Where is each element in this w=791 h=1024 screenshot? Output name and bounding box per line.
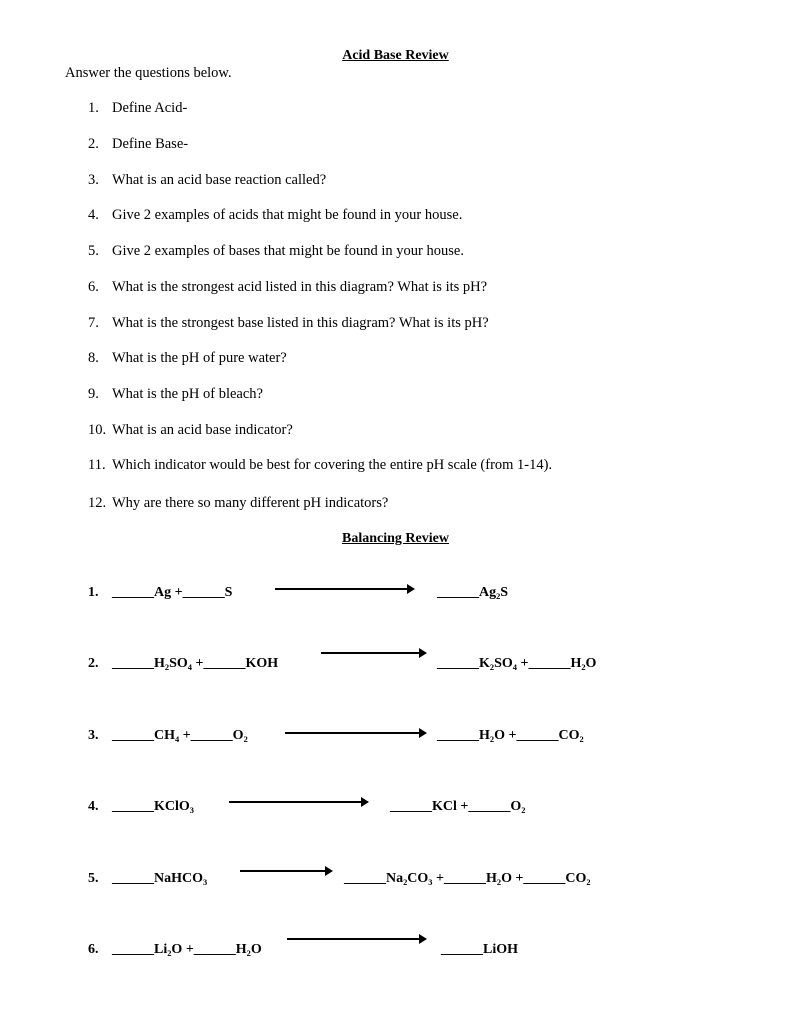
instructions-text: Answer the questions below.	[65, 65, 232, 81]
question-text: What is the strongest base listed in this diagram? What is its pH?	[112, 315, 489, 331]
equation-reactants: ______CH₄ +______O₂	[112, 728, 248, 743]
question-number: 4.	[88, 207, 99, 223]
question-text: Define Acid-	[112, 100, 188, 116]
question-item	[88, 350, 287, 367]
equation-products: ______Na₂CO₃ +______H₂O +______CO₂	[344, 871, 591, 886]
question-number: 9.	[88, 386, 99, 402]
question-number: 7.	[88, 315, 99, 331]
question-number: 10.	[88, 422, 107, 438]
equation-number: 1.	[88, 585, 99, 600]
question-item	[88, 315, 489, 332]
equation-reactants: ______H₂SO₄ +______KOH	[112, 656, 279, 671]
equation-reactants: ______Li₂O +______H₂O	[112, 942, 262, 957]
question-item	[88, 100, 187, 117]
equation-number: 3.	[88, 728, 99, 743]
question-item	[88, 495, 388, 512]
question-text: What is an acid base reaction called?	[112, 172, 327, 188]
question-number: 6.	[88, 279, 99, 295]
equation-products: ______H₂O +______CO₂	[437, 728, 584, 743]
reaction-arrow-icon	[287, 934, 427, 944]
question-number: 2.	[88, 136, 99, 152]
question-item	[88, 243, 464, 260]
equation-number: 4.	[88, 799, 99, 814]
equation-products: ______KCl +______O₂	[390, 799, 526, 814]
reaction-arrow-icon	[285, 728, 427, 738]
question-number: 11.	[88, 457, 106, 473]
question-text: Which indicator would be best for covering the entire pH scale (from 1-14).	[112, 457, 553, 473]
question-item	[88, 207, 462, 224]
equation-row	[0, 942, 791, 972]
question-number: 1.	[88, 100, 99, 116]
question-text: Why are there so many different pH indicators?	[112, 495, 389, 511]
question-text: What is an acid base indicator?	[112, 422, 293, 438]
question-item	[88, 457, 552, 474]
equation-row	[0, 585, 791, 615]
reaction-arrow-icon	[321, 648, 427, 658]
question-text: What is the pH of bleach?	[112, 386, 263, 402]
question-text: Give 2 examples of acids that might be found in your house.	[112, 207, 463, 223]
reaction-arrow-icon	[229, 797, 369, 807]
question-number: 3.	[88, 172, 99, 188]
equation-reactants: ______Ag +______S	[112, 585, 233, 600]
question-text: What is the strongest acid listed in this diagram? What is its pH?	[112, 279, 488, 295]
equation-products: ______K₂SO₄ +______H₂O	[437, 656, 597, 671]
equation-number: 6.	[88, 942, 99, 957]
question-text: What is the pH of pure water?	[112, 350, 287, 366]
question-item	[88, 279, 487, 296]
acid-base-title: Acid Base Review	[342, 48, 449, 63]
equation-number: 5.	[88, 871, 99, 886]
equation-row	[0, 799, 791, 829]
equation-reactants: ______NaHCO₃	[112, 871, 208, 886]
equation-number: 2.	[88, 656, 99, 671]
question-item	[88, 386, 263, 403]
question-item	[88, 172, 326, 189]
question-number: 8.	[88, 350, 99, 366]
equation-reactants: ______KClO₃	[112, 799, 194, 814]
reaction-arrow-icon	[275, 584, 415, 594]
question-item	[88, 136, 188, 153]
equation-row	[0, 871, 791, 901]
equation-row	[0, 728, 791, 758]
question-text: Give 2 examples of bases that might be found in your house.	[112, 243, 464, 259]
question-text: Define Base-	[112, 136, 189, 152]
reaction-arrow-icon	[240, 866, 333, 876]
question-number: 5.	[88, 243, 99, 259]
balancing-title: Balancing Review	[342, 531, 449, 546]
question-item	[88, 422, 293, 439]
equation-row	[0, 656, 791, 686]
question-number: 12.	[88, 495, 107, 511]
equation-products: ______Ag₂S	[437, 585, 509, 600]
equation-products: ______LiOH	[441, 942, 519, 957]
